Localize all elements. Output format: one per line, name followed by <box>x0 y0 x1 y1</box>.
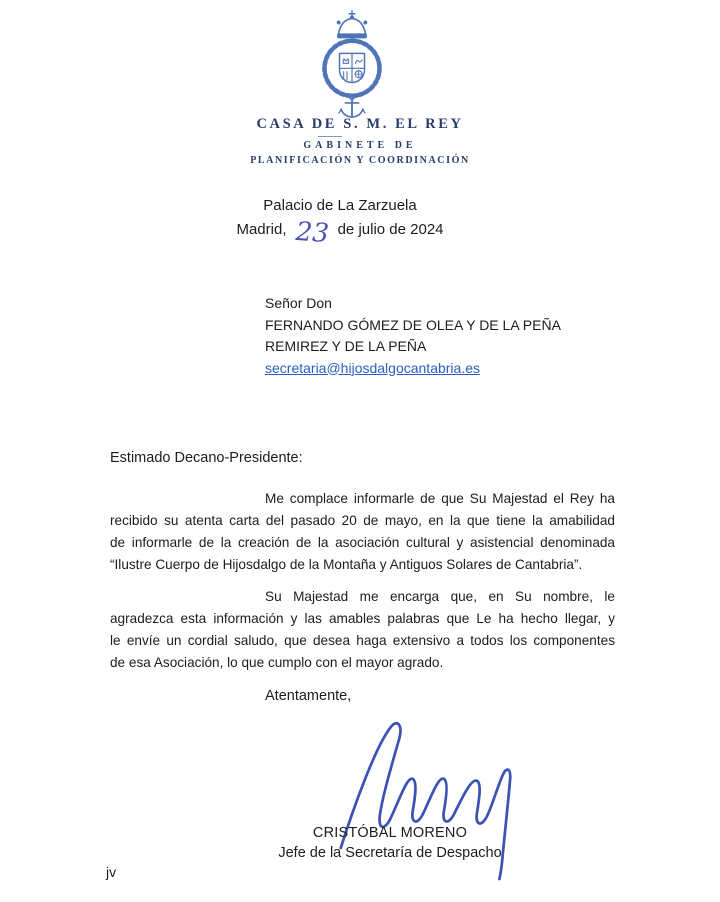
royal-coat-of-arms-icon <box>296 10 408 120</box>
recipient-block <box>265 293 561 379</box>
letter-paragraph-1: Me complace informarle de que Su Majestad el Rey ha recibido su atenta carta del pasado 20 de mayo, en la que tiene la amabilidad de informarle de la creación de la asociación cultural y asistencial denominada “Ilustre Cuerpo de Hijosdalgo de la Montaña y Antiguos Solares de Cantabria”. <box>110 491 615 572</box>
recipient-email-link[interactable]: secretaria@hijosdalgocantabria.es <box>265 359 480 376</box>
letterhead-underline <box>318 136 342 137</box>
dateline-date <box>40 216 640 250</box>
dateline <box>40 195 640 250</box>
letter-greeting: Estimado Decano-Presidente: <box>110 450 303 466</box>
dateline-place: Palacio de La Zarzuela <box>263 197 417 214</box>
dateline-city: Madrid, <box>236 221 287 238</box>
org-dept-line2: PLANIFICACIÓN Y COORDINACIÓN <box>250 155 470 166</box>
recipient-salutation: Señor Don <box>265 295 332 311</box>
dateline-rest: de julio de 2024 <box>337 221 444 238</box>
signer-title: Jefe de la Secretaría de Despacho <box>278 845 502 861</box>
handwritten-day: 23 <box>294 216 330 250</box>
letter-closing: Atentamente, <box>265 688 352 704</box>
signer-name: CRISTÓBAL MORENO <box>312 825 468 841</box>
crown <box>339 18 366 33</box>
org-name: CASA DE S. M. EL REY <box>256 116 464 132</box>
typist-initials: jv <box>106 864 117 880</box>
recipient-name-line1: FERNANDO GÓMEZ DE OLEA Y DE LA PEÑA <box>265 316 561 333</box>
signer-block <box>230 825 550 861</box>
recipient-name-line2: REMIREZ Y DE LA PEÑA <box>265 338 427 354</box>
letter-paragraph-2: Su Majestad me encarga que, en Su nombre, le agradezca esta información y las amables palabras que Le ha hecho llegar, y le envíe un cordial saludo, que desea haga extensivo a todos los componentes de esa Asociación, lo que cumplo con el mayor agrado. <box>110 589 615 670</box>
org-dept-line1: GABINETE DE <box>303 140 417 151</box>
letterhead <box>0 116 720 166</box>
